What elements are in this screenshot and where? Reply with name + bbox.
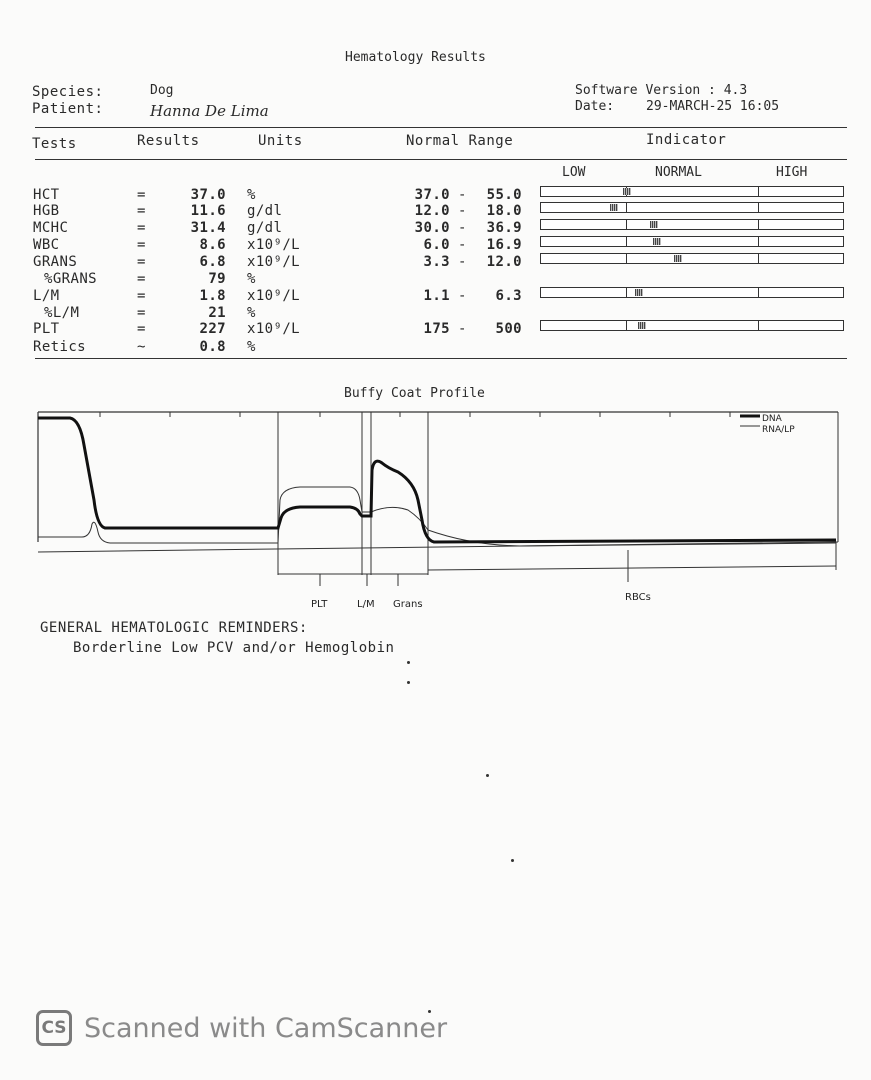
result-value: 11.6 [190, 203, 226, 219]
indicator-marker [653, 238, 661, 245]
indicator-marker [650, 221, 658, 228]
range-high: 6.3 [495, 288, 522, 304]
result-row [0, 237, 871, 254]
indicator-divider [626, 321, 627, 330]
camscanner-watermark [36, 1010, 447, 1046]
indicator-bar [540, 287, 844, 298]
indicator-marker [638, 322, 646, 329]
indicator-bar [540, 253, 844, 264]
indicator-high-label: HIGH [776, 165, 808, 180]
operator: = [137, 220, 146, 236]
range-high: 55.0 [486, 187, 522, 203]
range-low: 30.0 [414, 220, 450, 236]
indicator-bar [540, 320, 844, 331]
camscanner-logo-icon: CS [36, 1010, 72, 1046]
buffy-title: Buffy Coat Profile [344, 386, 485, 401]
speck [511, 859, 514, 862]
test-name: Retics [33, 339, 86, 355]
indicator-divider [626, 203, 627, 212]
indicator-bar [540, 202, 844, 213]
range-high: 18.0 [486, 203, 522, 219]
chart-region-dividers [278, 412, 836, 575]
range-high: 12.0 [486, 254, 522, 270]
operator: = [137, 305, 146, 321]
species-label: Species: [32, 84, 104, 100]
col-results: Results [137, 133, 200, 149]
indicator-divider [626, 288, 627, 297]
indicator-divider [626, 220, 627, 229]
range-low: 3.3 [423, 254, 450, 270]
rna-lp-curve [38, 487, 836, 546]
result-row [0, 254, 871, 271]
report-title: Hematology Results [345, 50, 486, 65]
range-high: 500 [495, 321, 522, 337]
operator: = [137, 203, 146, 219]
indicator-divider [758, 203, 759, 212]
unit: % [247, 305, 256, 321]
dna-curve [38, 418, 836, 542]
chart-top-ticks [100, 412, 730, 417]
col-normal-range: Normal Range [406, 133, 514, 149]
divider [35, 127, 847, 128]
indicator-bar [540, 186, 844, 197]
indicator-divider [758, 237, 759, 246]
test-name: HGB [33, 203, 60, 219]
result-row [0, 321, 871, 338]
test-name: %L/M [44, 305, 80, 321]
col-units: Units [258, 133, 303, 149]
divider [35, 159, 847, 160]
indicator-normal-label: NORMAL [655, 165, 702, 180]
operator: = [137, 237, 146, 253]
result-row [0, 203, 871, 220]
indicator-divider [758, 187, 759, 196]
indicator-marker [635, 289, 643, 296]
unit: % [247, 187, 256, 203]
reminders-text: Borderline Low PCV and/or Hemoglobin [73, 640, 395, 656]
range-dash: - [458, 321, 467, 337]
indicator-divider [626, 237, 627, 246]
speck [407, 661, 410, 664]
unit: % [247, 271, 256, 287]
range-dash: - [458, 187, 467, 203]
operator: = [137, 288, 146, 304]
range-dash: - [458, 203, 467, 219]
patient-name-handwritten: Hanna De Lima [150, 102, 269, 120]
indicator-bar [540, 219, 844, 230]
col-indicator: Indicator [646, 132, 727, 148]
range-dash: - [458, 254, 467, 270]
region-label-grans: Grans [393, 599, 423, 610]
date-label: Date: [575, 99, 615, 114]
test-name: GRANS [33, 254, 78, 270]
range-low: 37.0 [414, 187, 450, 203]
indicator-divider [626, 254, 627, 263]
indicator-marker [610, 204, 618, 211]
indicator-marker [674, 255, 682, 262]
result-row [0, 271, 871, 288]
indicator-divider [758, 288, 759, 297]
test-name: WBC [33, 237, 60, 253]
range-dash: - [458, 237, 467, 253]
software-version: Software Version : 4.3 [575, 83, 748, 98]
test-name: PLT [33, 321, 60, 337]
range-low: 1.1 [423, 288, 450, 304]
unit: x10⁹/L [247, 237, 300, 253]
result-value: 37.0 [190, 187, 226, 203]
result-value: 21 [208, 305, 226, 321]
operator: = [137, 254, 146, 270]
camscanner-text: Scanned with CamScanner [84, 1012, 448, 1044]
unit: x10⁹/L [247, 321, 300, 337]
range-high: 16.9 [486, 237, 522, 253]
indicator-divider [758, 321, 759, 330]
unit: x10⁹/L [247, 254, 300, 270]
range-dash: - [458, 220, 467, 236]
operator: = [137, 271, 146, 287]
operator: ~ [137, 339, 146, 355]
result-value: 227 [199, 321, 226, 337]
col-tests: Tests [32, 136, 77, 152]
legend-rna-label: RNA/LP [762, 425, 795, 435]
result-value: 1.8 [199, 288, 226, 304]
test-name: HCT [33, 187, 60, 203]
buffy-coat-chart [0, 400, 871, 620]
indicator-divider [758, 254, 759, 263]
operator: = [137, 187, 146, 203]
unit: % [247, 339, 256, 355]
unit: g/dl [247, 220, 283, 236]
region-label-lm: L/M [357, 599, 375, 610]
test-name: %GRANS [44, 271, 97, 287]
unit: g/dl [247, 203, 283, 219]
range-low: 175 [423, 321, 450, 337]
range-low: 12.0 [414, 203, 450, 219]
result-row [0, 220, 871, 237]
result-value: 79 [208, 271, 226, 287]
range-high: 36.9 [486, 220, 522, 236]
result-value: 8.6 [199, 237, 226, 253]
region-label-rbcs: RBCs [625, 592, 651, 603]
species-value: Dog [150, 83, 174, 98]
region-label-plt: PLT [311, 599, 328, 610]
legend-dna-label: DNA [762, 414, 782, 424]
indicator-marker [623, 188, 631, 195]
result-row [0, 339, 871, 356]
indicator-low-label: LOW [562, 165, 586, 180]
test-name: MCHC [33, 220, 69, 236]
result-value: 31.4 [190, 220, 226, 236]
test-name: L/M [33, 288, 60, 304]
unit: x10⁹/L [247, 288, 300, 304]
operator: = [137, 321, 146, 337]
result-value: 0.8 [199, 339, 226, 355]
indicator-bar [540, 236, 844, 247]
range-low: 6.0 [423, 237, 450, 253]
divider [35, 358, 847, 359]
patient-label: Patient: [32, 101, 104, 117]
speck [486, 774, 489, 777]
date-value: 29-MARCH-25 16:05 [646, 99, 780, 114]
result-row [0, 288, 871, 305]
indicator-divider [758, 220, 759, 229]
reminders-heading: GENERAL HEMATOLOGIC REMINDERS: [40, 620, 308, 636]
result-value: 6.8 [199, 254, 226, 270]
range-dash: - [458, 288, 467, 304]
speck [407, 681, 410, 684]
